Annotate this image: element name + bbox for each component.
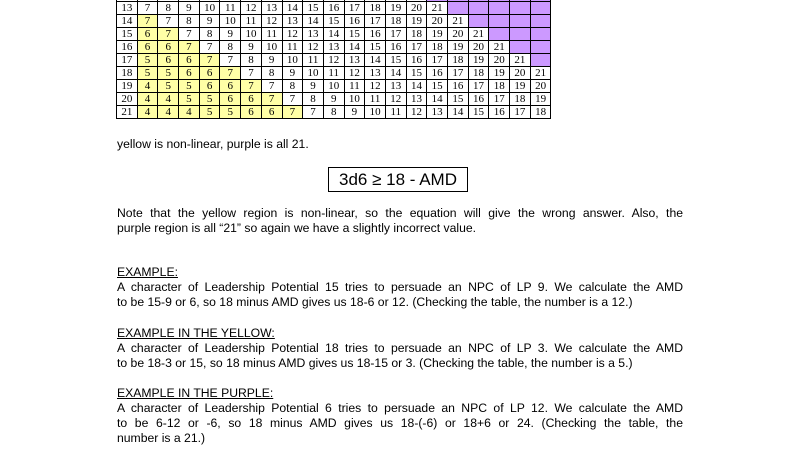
table-cell: 19 bbox=[448, 41, 469, 54]
table-row bbox=[117, 28, 551, 41]
note-line-2: purple region is all “21” so again we have a slightly incorrect value. bbox=[117, 221, 477, 235]
table-cell: 4 bbox=[158, 93, 179, 106]
table-cell bbox=[530, 15, 551, 28]
table-cell: 14 bbox=[365, 54, 386, 67]
table-cell: 11 bbox=[303, 54, 324, 67]
table-cell: 15 bbox=[385, 54, 406, 67]
table-cell: 10 bbox=[199, 2, 220, 15]
table-cell: 17 bbox=[365, 15, 386, 28]
lookup-table bbox=[116, 0, 551, 119]
table-cell: 16 bbox=[323, 2, 344, 15]
table-cell: 19 bbox=[530, 93, 551, 106]
row-label: 16 bbox=[117, 41, 138, 54]
formula-box: 3d6 ≥ 18 - AMD bbox=[328, 167, 468, 192]
table-cell: 6 bbox=[241, 93, 262, 106]
table-cell: 13 bbox=[344, 54, 365, 67]
example-purple-heading: EXAMPLE IN THE PURPLE: bbox=[117, 386, 274, 400]
table-cell bbox=[489, 2, 510, 15]
table-cell: 10 bbox=[241, 28, 262, 41]
table-cell: 7 bbox=[158, 28, 179, 41]
table-cell: 8 bbox=[179, 15, 200, 28]
table-cell: 18 bbox=[406, 28, 427, 41]
table-cell: 6 bbox=[199, 67, 220, 80]
table-cell: 8 bbox=[158, 2, 179, 15]
table-cell: 7 bbox=[241, 80, 262, 93]
table-cell: 11 bbox=[385, 106, 406, 119]
table-cell: 19 bbox=[427, 28, 448, 41]
example-line-1: A character of Leadership Potential 15 tries to persuade an NPC of LP 9. We calculate the AMD bbox=[117, 280, 683, 294]
table-cell: 13 bbox=[365, 67, 386, 80]
table-cell: 4 bbox=[179, 106, 200, 119]
table-row bbox=[117, 41, 551, 54]
table-cell: 21 bbox=[530, 67, 551, 80]
example-line-2: to be 15-9 or 6, so 18 minus AMD gives us 18-6 or 12. (Checking the table, the number is a 12.) bbox=[117, 295, 633, 309]
table-cell: 5 bbox=[137, 54, 158, 67]
table-cell bbox=[448, 2, 469, 15]
table-cell: 7 bbox=[137, 15, 158, 28]
table-cell: 11 bbox=[241, 15, 262, 28]
row-label: 20 bbox=[117, 93, 138, 106]
table-cell: 12 bbox=[344, 67, 365, 80]
row-label: 21 bbox=[117, 106, 138, 119]
table-cell: 17 bbox=[468, 80, 489, 93]
table-cell: 14 bbox=[385, 67, 406, 80]
table-cell: 7 bbox=[261, 80, 282, 93]
table-row bbox=[117, 67, 551, 80]
table-cell: 12 bbox=[323, 54, 344, 67]
table-cell: 10 bbox=[282, 54, 303, 67]
table-cell: 10 bbox=[261, 41, 282, 54]
table-cell: 10 bbox=[220, 15, 241, 28]
table-cell: 18 bbox=[530, 106, 551, 119]
note-line-1: Note that the yellow region is non-linear, so the equation will give the wrong answer. Also, the bbox=[117, 206, 683, 220]
table-cell: 18 bbox=[468, 67, 489, 80]
table-cell: 12 bbox=[303, 41, 324, 54]
table-cell: 21 bbox=[510, 54, 531, 67]
table-cell bbox=[468, 15, 489, 28]
table-cell: 7 bbox=[199, 54, 220, 67]
table-cell: 7 bbox=[282, 93, 303, 106]
table-cell: 18 bbox=[510, 93, 531, 106]
table-cell bbox=[530, 54, 551, 67]
table-cell: 7 bbox=[261, 93, 282, 106]
table-cell: 6 bbox=[158, 41, 179, 54]
table-cell: 20 bbox=[510, 67, 531, 80]
table-cell: 16 bbox=[489, 106, 510, 119]
row-label: 17 bbox=[117, 54, 138, 67]
table-cell: 13 bbox=[303, 28, 324, 41]
table-cell: 19 bbox=[406, 15, 427, 28]
example-purple-line-3: number is a 21.) bbox=[117, 431, 206, 445]
table-cell: 20 bbox=[406, 2, 427, 15]
table-cell: 11 bbox=[220, 2, 241, 15]
table-row bbox=[117, 15, 551, 28]
table-cell: 12 bbox=[261, 15, 282, 28]
table-cell: 9 bbox=[282, 67, 303, 80]
table-cell: 7 bbox=[303, 106, 324, 119]
table-cell: 15 bbox=[406, 67, 427, 80]
table-cell: 16 bbox=[406, 54, 427, 67]
table-cell: 16 bbox=[448, 80, 469, 93]
table-cell: 10 bbox=[365, 106, 386, 119]
table-cell: 19 bbox=[385, 2, 406, 15]
table-cell: 15 bbox=[344, 28, 365, 41]
table-cell: 15 bbox=[365, 41, 386, 54]
table-cell: 19 bbox=[468, 54, 489, 67]
table-cell: 9 bbox=[179, 2, 200, 15]
table-row bbox=[117, 2, 551, 15]
table-cell: 7 bbox=[158, 15, 179, 28]
table-cell: 8 bbox=[241, 54, 262, 67]
table-cell: 20 bbox=[530, 80, 551, 93]
table-cell: 13 bbox=[323, 41, 344, 54]
table-cell: 11 bbox=[365, 93, 386, 106]
table-cell: 6 bbox=[179, 67, 200, 80]
table-cell: 4 bbox=[137, 80, 158, 93]
table-cell: 6 bbox=[220, 80, 241, 93]
table-cell: 13 bbox=[385, 80, 406, 93]
table-cell: 18 bbox=[448, 54, 469, 67]
table-cell: 20 bbox=[489, 54, 510, 67]
table-cell: 11 bbox=[323, 67, 344, 80]
table-caption: yellow is non-linear, purple is all 21. bbox=[117, 137, 309, 151]
table-cell: 12 bbox=[385, 93, 406, 106]
table-cell: 21 bbox=[448, 15, 469, 28]
table-cell: 6 bbox=[261, 106, 282, 119]
example-purple-line-2: to be 6-12 or -6, so 18 minus AMD gives us 18-(-6) or 18+6 or 24. (Checking the table, the bbox=[117, 416, 683, 430]
row-label: 18 bbox=[117, 67, 138, 80]
table-cell bbox=[510, 15, 531, 28]
table-cell: 15 bbox=[303, 2, 324, 15]
table-cell: 11 bbox=[261, 28, 282, 41]
table-cell: 17 bbox=[406, 41, 427, 54]
table-row bbox=[117, 93, 551, 106]
table-cell: 6 bbox=[241, 106, 262, 119]
table-cell: 14 bbox=[344, 41, 365, 54]
table-cell: 12 bbox=[406, 106, 427, 119]
table-cell: 8 bbox=[282, 80, 303, 93]
row-label: 15 bbox=[117, 28, 138, 41]
table-cell: 15 bbox=[427, 80, 448, 93]
table-cell: 7 bbox=[137, 2, 158, 15]
table-cell: 6 bbox=[179, 54, 200, 67]
table-cell: 5 bbox=[158, 80, 179, 93]
table-cell: 6 bbox=[220, 93, 241, 106]
table-cell: 8 bbox=[199, 28, 220, 41]
table-cell: 21 bbox=[468, 28, 489, 41]
table-cell: 7 bbox=[220, 67, 241, 80]
table-cell: 14 bbox=[323, 28, 344, 41]
table-cell: 5 bbox=[158, 67, 179, 80]
table-cell: 6 bbox=[199, 80, 220, 93]
table-cell: 5 bbox=[220, 106, 241, 119]
table-cell: 4 bbox=[158, 106, 179, 119]
table-cell: 9 bbox=[220, 28, 241, 41]
table-cell: 7 bbox=[199, 41, 220, 54]
table-cell: 12 bbox=[241, 2, 262, 15]
table-cell: 11 bbox=[282, 41, 303, 54]
table-row bbox=[117, 54, 551, 67]
table-cell: 7 bbox=[282, 106, 303, 119]
table-cell: 10 bbox=[323, 80, 344, 93]
table-cell: 8 bbox=[261, 67, 282, 80]
table-cell: 7 bbox=[241, 67, 262, 80]
table-cell: 20 bbox=[448, 28, 469, 41]
table-cell: 19 bbox=[489, 67, 510, 80]
table-cell: 15 bbox=[468, 106, 489, 119]
table-cell: 14 bbox=[448, 106, 469, 119]
table-cell: 21 bbox=[489, 41, 510, 54]
table-cell: 9 bbox=[323, 93, 344, 106]
table-cell: 14 bbox=[303, 15, 324, 28]
table-cell: 18 bbox=[427, 41, 448, 54]
table-cell: 6 bbox=[137, 28, 158, 41]
table-cell: 16 bbox=[365, 28, 386, 41]
table-cell: 5 bbox=[179, 93, 200, 106]
table-cell: 6 bbox=[137, 41, 158, 54]
table-cell: 5 bbox=[137, 67, 158, 80]
table-cell: 9 bbox=[199, 15, 220, 28]
table-cell: 11 bbox=[344, 80, 365, 93]
table-cell bbox=[530, 28, 551, 41]
table-cell: 9 bbox=[344, 106, 365, 119]
table-cell bbox=[510, 28, 531, 41]
table-row bbox=[117, 80, 551, 93]
table-cell: 21 bbox=[427, 2, 448, 15]
table-cell: 8 bbox=[323, 106, 344, 119]
table-cell: 17 bbox=[344, 2, 365, 15]
table-cell: 5 bbox=[199, 93, 220, 106]
table-cell: 14 bbox=[427, 93, 448, 106]
table-cell: 14 bbox=[406, 80, 427, 93]
table-cell: 4 bbox=[137, 93, 158, 106]
table-cell bbox=[489, 15, 510, 28]
table-cell: 9 bbox=[241, 41, 262, 54]
table-cell: 4 bbox=[137, 106, 158, 119]
row-label: 13 bbox=[117, 2, 138, 15]
table-cell bbox=[530, 2, 551, 15]
example-purple-line-1: A character of Leadership Potential 6 tries to persuade an NPC of LP 12. We calculate the AMD bbox=[117, 401, 683, 415]
table-cell: 13 bbox=[261, 2, 282, 15]
table-cell bbox=[510, 41, 531, 54]
table-cell: 17 bbox=[489, 93, 510, 106]
table-cell: 5 bbox=[199, 106, 220, 119]
table-cell: 8 bbox=[303, 93, 324, 106]
table-cell: 17 bbox=[510, 106, 531, 119]
example-yellow-line-1: A character of Leadership Potential 18 tries to persuade an NPC of LP 3. We calculate the AMD bbox=[117, 341, 683, 355]
table-cell: 5 bbox=[179, 80, 200, 93]
row-label: 19 bbox=[117, 80, 138, 93]
table-cell: 12 bbox=[282, 28, 303, 41]
table-cell: 8 bbox=[220, 41, 241, 54]
table-cell: 16 bbox=[344, 15, 365, 28]
table-cell: 19 bbox=[510, 80, 531, 93]
table-cell: 15 bbox=[323, 15, 344, 28]
table-cell: 20 bbox=[427, 15, 448, 28]
table-cell: 18 bbox=[385, 15, 406, 28]
table-row bbox=[117, 106, 551, 119]
table-cell: 13 bbox=[406, 93, 427, 106]
table-cell: 16 bbox=[385, 41, 406, 54]
table-cell: 17 bbox=[427, 54, 448, 67]
table-cell: 16 bbox=[427, 67, 448, 80]
table-cell bbox=[468, 2, 489, 15]
table-cell: 13 bbox=[427, 106, 448, 119]
table-cell: 7 bbox=[179, 41, 200, 54]
table-cell bbox=[510, 2, 531, 15]
table-cell: 18 bbox=[365, 2, 386, 15]
table-cell: 7 bbox=[179, 28, 200, 41]
table-cell: 6 bbox=[158, 54, 179, 67]
table-cell: 20 bbox=[468, 41, 489, 54]
table-cell bbox=[530, 41, 551, 54]
table-cell bbox=[489, 28, 510, 41]
row-label: 14 bbox=[117, 15, 138, 28]
table-cell: 17 bbox=[448, 67, 469, 80]
example-yellow-line-2: to be 18-3 or 15, so 18 minus AMD gives us 18-15 or 3. (Checking the table, the number is a 5.) bbox=[117, 356, 633, 370]
table-cell: 15 bbox=[448, 93, 469, 106]
table-cell: 13 bbox=[282, 15, 303, 28]
table-cell: 14 bbox=[282, 2, 303, 15]
table-cell: 10 bbox=[303, 67, 324, 80]
table-cell: 9 bbox=[303, 80, 324, 93]
table-cell: 10 bbox=[344, 93, 365, 106]
example-heading: EXAMPLE: bbox=[117, 265, 178, 279]
table-cell: 9 bbox=[261, 54, 282, 67]
example-yellow-heading: EXAMPLE IN THE YELLOW: bbox=[117, 326, 275, 340]
table-cell: 17 bbox=[385, 28, 406, 41]
table-cell: 16 bbox=[468, 93, 489, 106]
table-cell: 12 bbox=[365, 80, 386, 93]
table-cell: 7 bbox=[220, 54, 241, 67]
table-cell: 18 bbox=[489, 80, 510, 93]
